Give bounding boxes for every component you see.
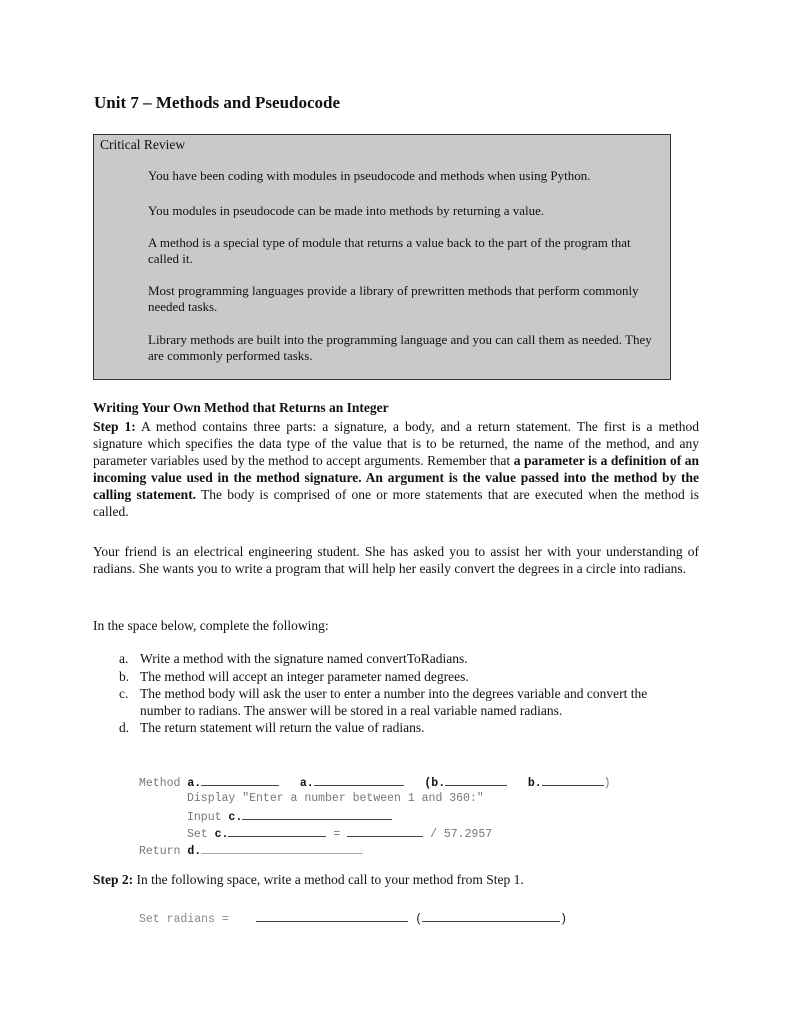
step2-text: In the following space, write a method call to your method from Step 1. bbox=[133, 872, 524, 887]
list-item bbox=[119, 720, 679, 737]
review-paragraph: You have been coding with modules in pseudocode and methods when using Python. bbox=[148, 168, 591, 183]
pseudocode-block bbox=[139, 773, 611, 858]
list-letter: d. bbox=[119, 720, 130, 735]
blank-label-a: a. bbox=[299, 777, 314, 790]
step2-label: Step 2: bbox=[93, 872, 134, 887]
answer-blank-call-argument[interactable] bbox=[422, 909, 560, 922]
divide-constant: / 57.2957 bbox=[430, 828, 493, 841]
list-item bbox=[119, 651, 679, 668]
blank-label-b: b. bbox=[527, 777, 542, 790]
display-line bbox=[139, 790, 611, 807]
answer-blank-param-type[interactable] bbox=[445, 773, 507, 786]
list-item-text: Write a method with the signature named convertToRadians. bbox=[140, 651, 468, 666]
list-item bbox=[119, 669, 679, 686]
review-paragraph: A method is a special type of module that returns a value back to the part of the program that called it. bbox=[148, 235, 631, 266]
critical-review-box bbox=[93, 134, 671, 380]
page-title: Unit 7 – Methods and Pseudocode bbox=[94, 93, 341, 112]
requirements-list bbox=[119, 651, 679, 738]
section-heading: Writing Your Own Method that Returns an Integer bbox=[93, 400, 389, 415]
return-line bbox=[139, 841, 611, 858]
answer-blank-set-value[interactable] bbox=[347, 824, 423, 837]
blank-label-c: c. bbox=[214, 828, 229, 841]
answer-blank-return[interactable] bbox=[201, 841, 363, 854]
call-open-paren: ( bbox=[415, 913, 423, 926]
display-statement: Display "Enter a number between 1 and 360:" bbox=[187, 792, 484, 805]
input-line bbox=[139, 807, 611, 824]
blank-label-b: (b. bbox=[424, 777, 446, 790]
list-letter: c. bbox=[119, 686, 129, 701]
friend-paragraph: Your friend is an electrical engineering student. She has asked you to assist her with your understanding of radians. She wants you to write a program that will help her easily convert the degrees in a circle into radians. bbox=[93, 544, 699, 576]
step1-paragraph bbox=[93, 418, 699, 520]
review-paragraph: You modules in pseudocode can be made into methods by returning a value. bbox=[148, 203, 545, 218]
blank-label-c: c. bbox=[228, 811, 243, 824]
list-letter: a. bbox=[119, 651, 129, 666]
list-item-text: The method body will ask the user to enter a number into the degrees variable and convert the number to radians. The answer will be stored in a real variable named radians. bbox=[140, 686, 648, 718]
set-keyword: Set bbox=[187, 828, 208, 841]
method-signature-line bbox=[139, 773, 611, 790]
step1-tail: The body is comprised of one or more statements that are executed when the method is called. bbox=[93, 487, 699, 519]
list-letter: b. bbox=[119, 668, 130, 684]
input-keyword: Input bbox=[187, 811, 222, 824]
review-paragraph: Most programming languages provide a library of prewritten methods that perform commonly needed tasks. bbox=[148, 283, 639, 314]
close-paren: ) bbox=[603, 777, 611, 790]
equals-sign: = bbox=[333, 828, 341, 841]
answer-blank-param-name[interactable] bbox=[542, 773, 604, 786]
instruction-text: In the space below, complete the following: bbox=[93, 618, 329, 633]
step2-paragraph bbox=[93, 872, 524, 888]
set-line bbox=[139, 824, 611, 841]
critical-review-heading: Critical Review bbox=[100, 137, 186, 152]
return-keyword: Return bbox=[139, 845, 181, 858]
method-keyword: Method bbox=[139, 777, 181, 790]
answer-blank-method-name[interactable] bbox=[314, 773, 404, 786]
list-item-text: The return statement will return the value of radians. bbox=[140, 720, 425, 735]
call-close-paren: ) bbox=[560, 913, 568, 926]
answer-blank-set-target[interactable] bbox=[228, 824, 326, 837]
list-item-text: The method will accept an integer parameter named degrees. bbox=[140, 668, 469, 684]
answer-blank-return-type[interactable] bbox=[201, 773, 279, 786]
list-item bbox=[119, 686, 679, 719]
review-paragraph: Library methods are built into the programming language and you can call them as needed. They are commonly performed tasks. bbox=[148, 332, 652, 363]
blank-label-d: d. bbox=[187, 845, 202, 858]
blank-label-a: a. bbox=[187, 777, 202, 790]
answer-blank-input[interactable] bbox=[242, 807, 392, 820]
step1-definition: a parameter is a definition of an incoming value used in the method signature. An argument is the value passed into the method by the calling statement. bbox=[93, 453, 699, 502]
method-call-line bbox=[139, 909, 567, 926]
step1-text: A method contains three parts: a signature, a body, and a return statement. The first is a method signature which specifies the data type of the value that is to be returned, the name of the method, and any parameter variables used by the method to accept arguments. Remember that bbox=[93, 419, 699, 468]
step1-label: Step 1: bbox=[93, 419, 136, 434]
answer-blank-call-method[interactable] bbox=[256, 909, 408, 922]
call-prefix: Set radians = bbox=[139, 913, 229, 926]
